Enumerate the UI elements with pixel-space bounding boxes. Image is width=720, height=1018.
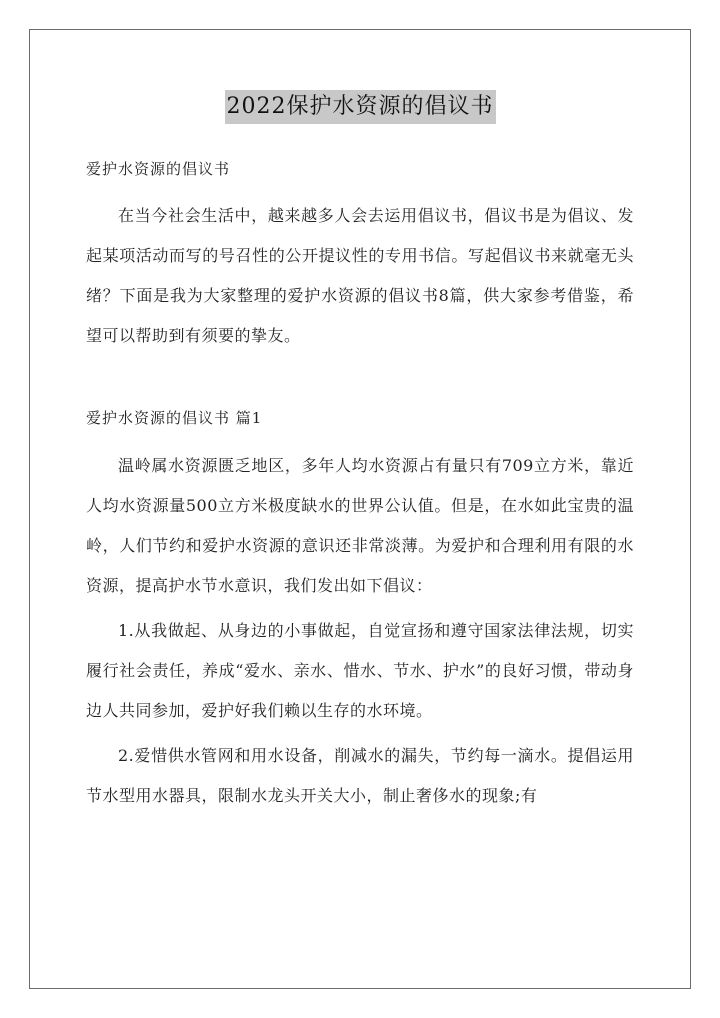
document-body xyxy=(86,84,634,816)
body-paragraph: 温岭属水资源匮乏地区，多年人均水资源占有量只有709立方米，靠近人均水资源量500立方米极度缺水的世界公认值。但是，在水如此宝贵的温岭，人们节约和爱护水资源的意识还非常淡薄。为爱护和合理利用有限的水资源，提高护水节水意识，我们发出如下倡议： xyxy=(86,456,634,595)
body-paragraph: 2.爱惜供水管网和用水设备，削减水的漏失，节约每一滴水。提倡运用节水型用水器具，限制水龙头开关大小，制止奢侈水的现象;有 xyxy=(86,746,634,805)
intro-paragraph: 在当今社会生活中，越来越多人会去运用倡议书，倡议书是为倡议、发起某项活动而写的号召性的公开提议性的专用书信。写起倡议书来就毫无头绪？下面是我为大家整理的爱护水资源的倡议书8篇，供大家参考借鉴，希望可以帮助到有须要的挚友。 xyxy=(86,206,634,345)
document-title: 2022保护水资源的倡议书 xyxy=(225,90,496,124)
section-heading: 爱护水资源的倡议书 篇1 xyxy=(86,409,263,427)
title-container xyxy=(86,90,634,130)
document-subtitle: 爱护水资源的倡议书 xyxy=(86,160,231,178)
body-paragraph: 1.从我做起、从身边的小事做起，自觉宣扬和遵守国家法律法规，切实履行社会责任，养成“爱水、亲水、惜水、节水、护水”的良好习惯，带动身边人共同参加，爱护好我们赖以生存的水环境。 xyxy=(86,621,634,720)
